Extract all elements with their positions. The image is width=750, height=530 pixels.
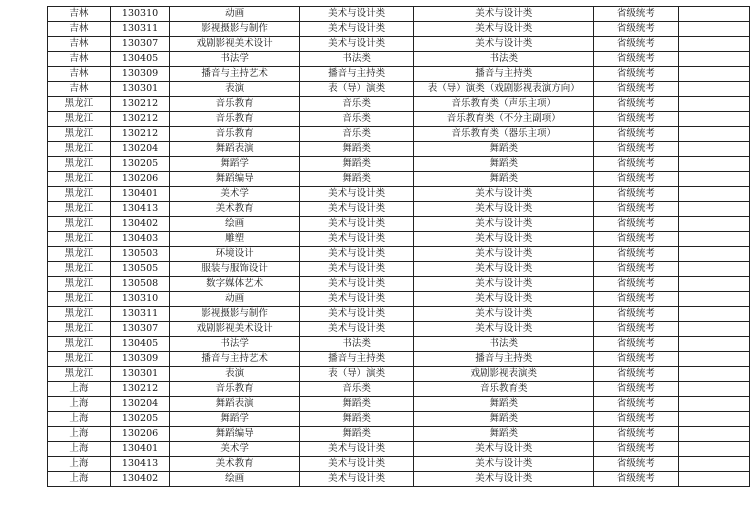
category-cell: 美术与设计类 xyxy=(299,22,413,37)
major-code-cell: 130311 xyxy=(110,22,170,37)
province-cell: 黑龙江 xyxy=(48,232,111,247)
category-cell: 美术与设计类 xyxy=(299,442,413,457)
category-cell: 表（导）演类 xyxy=(299,82,413,97)
category-cell: 舞蹈类 xyxy=(299,172,413,187)
major-code-cell: 130206 xyxy=(110,172,170,187)
category-cell: 播音与主持类 xyxy=(299,67,413,82)
subcategory-cell: 美术与设计类 xyxy=(414,292,594,307)
table-row xyxy=(48,397,750,412)
note-cell xyxy=(678,172,749,187)
subcategory-cell: 美术与设计类 xyxy=(414,322,594,337)
table-row xyxy=(48,292,750,307)
exam-type-cell: 省级统考 xyxy=(594,352,679,367)
major-code-cell: 130204 xyxy=(110,142,170,157)
table-row xyxy=(48,22,750,37)
province-cell: 黑龙江 xyxy=(48,202,111,217)
province-cell: 上海 xyxy=(48,427,111,442)
table-row xyxy=(48,472,750,487)
subcategory-cell: 书法类 xyxy=(414,337,594,352)
table-row xyxy=(48,67,750,82)
exam-type-cell: 省级统考 xyxy=(594,442,679,457)
province-cell: 吉林 xyxy=(48,22,111,37)
table-row xyxy=(48,382,750,397)
table-row xyxy=(48,7,750,22)
table-row xyxy=(48,172,750,187)
exam-type-cell: 省级统考 xyxy=(594,457,679,472)
category-cell: 美术与设计类 xyxy=(299,322,413,337)
subcategory-cell: 美术与设计类 xyxy=(414,262,594,277)
province-cell: 黑龙江 xyxy=(48,277,111,292)
table-row xyxy=(48,112,750,127)
major-code-cell: 130204 xyxy=(110,397,170,412)
note-cell xyxy=(678,427,749,442)
table-row xyxy=(48,202,750,217)
table-row xyxy=(48,352,750,367)
exam-type-cell: 省级统考 xyxy=(594,172,679,187)
table-row xyxy=(48,187,750,202)
major-code-cell: 130309 xyxy=(110,67,170,82)
table-row xyxy=(48,457,750,472)
category-cell: 音乐类 xyxy=(299,382,413,397)
province-cell: 吉林 xyxy=(48,67,111,82)
note-cell xyxy=(678,397,749,412)
subcategory-cell: 音乐教育类 xyxy=(414,382,594,397)
table-row xyxy=(48,82,750,97)
major-name-cell: 音乐教育 xyxy=(170,97,299,112)
exam-type-cell: 省级统考 xyxy=(594,472,679,487)
category-cell: 美术与设计类 xyxy=(299,187,413,202)
subcategory-cell: 播音与主持类 xyxy=(414,352,594,367)
exam-type-cell: 省级统考 xyxy=(594,157,679,172)
exam-type-cell: 省级统考 xyxy=(594,307,679,322)
subcategory-cell: 音乐教育类（器乐主项） xyxy=(414,127,594,142)
exam-type-cell: 省级统考 xyxy=(594,337,679,352)
table-row xyxy=(48,97,750,112)
province-cell: 黑龙江 xyxy=(48,307,111,322)
note-cell xyxy=(678,367,749,382)
major-name-cell: 美术学 xyxy=(170,442,299,457)
province-cell: 黑龙江 xyxy=(48,97,111,112)
major-name-cell: 戏剧影视美术设计 xyxy=(170,322,299,337)
major-name-cell: 服装与服饰设计 xyxy=(170,262,299,277)
subcategory-cell: 戏剧影视表演类 xyxy=(414,367,594,382)
table-row xyxy=(48,277,750,292)
table-row xyxy=(48,412,750,427)
note-cell xyxy=(678,187,749,202)
table-row xyxy=(48,157,750,172)
category-cell: 美术与设计类 xyxy=(299,262,413,277)
major-code-cell: 130401 xyxy=(110,442,170,457)
subcategory-cell: 美术与设计类 xyxy=(414,22,594,37)
note-cell xyxy=(678,142,749,157)
major-code-cell: 130401 xyxy=(110,187,170,202)
major-code-cell: 130212 xyxy=(110,112,170,127)
subcategory-cell: 书法类 xyxy=(414,52,594,67)
table-row xyxy=(48,232,750,247)
note-cell xyxy=(678,472,749,487)
subcategory-cell: 舞蹈类 xyxy=(414,397,594,412)
province-cell: 上海 xyxy=(48,382,111,397)
major-name-cell: 美术学 xyxy=(170,187,299,202)
subcategory-cell: 表（导）演类（戏剧影视表演方向） xyxy=(414,82,594,97)
major-code-cell: 130301 xyxy=(110,367,170,382)
note-cell xyxy=(678,322,749,337)
category-cell: 美术与设计类 xyxy=(299,7,413,22)
category-cell: 美术与设计类 xyxy=(299,292,413,307)
table-row xyxy=(48,367,750,382)
province-cell: 黑龙江 xyxy=(48,187,111,202)
note-cell xyxy=(678,277,749,292)
province-cell: 吉林 xyxy=(48,7,111,22)
table-row xyxy=(48,247,750,262)
exam-type-cell: 省级统考 xyxy=(594,397,679,412)
major-name-cell: 戏剧影视美术设计 xyxy=(170,37,299,52)
exam-type-cell: 省级统考 xyxy=(594,262,679,277)
note-cell xyxy=(678,22,749,37)
major-name-cell: 表演 xyxy=(170,367,299,382)
major-name-cell: 雕塑 xyxy=(170,232,299,247)
note-cell xyxy=(678,337,749,352)
note-cell xyxy=(678,307,749,322)
category-cell: 音乐类 xyxy=(299,112,413,127)
major-code-cell: 130301 xyxy=(110,82,170,97)
table-row xyxy=(48,37,750,52)
major-code-cell: 130310 xyxy=(110,292,170,307)
exam-type-cell: 省级统考 xyxy=(594,142,679,157)
exam-type-cell: 省级统考 xyxy=(594,37,679,52)
major-code-cell: 130212 xyxy=(110,97,170,112)
province-cell: 黑龙江 xyxy=(48,217,111,232)
note-cell xyxy=(678,202,749,217)
category-cell: 美术与设计类 xyxy=(299,247,413,262)
exam-type-cell: 省级统考 xyxy=(594,82,679,97)
table-row xyxy=(48,337,750,352)
category-cell: 美术与设计类 xyxy=(299,232,413,247)
table-row xyxy=(48,307,750,322)
category-cell: 播音与主持类 xyxy=(299,352,413,367)
exam-type-cell: 省级统考 xyxy=(594,247,679,262)
major-name-cell: 舞蹈编导 xyxy=(170,172,299,187)
category-cell: 美术与设计类 xyxy=(299,37,413,52)
major-code-cell: 130309 xyxy=(110,352,170,367)
exam-type-cell: 省级统考 xyxy=(594,202,679,217)
table-row xyxy=(48,142,750,157)
table-row xyxy=(48,322,750,337)
subcategory-cell: 美术与设计类 xyxy=(414,37,594,52)
note-cell xyxy=(678,7,749,22)
subcategory-cell: 舞蹈类 xyxy=(414,427,594,442)
major-code-cell: 130405 xyxy=(110,337,170,352)
subcategory-cell: 美术与设计类 xyxy=(414,232,594,247)
major-code-cell: 130508 xyxy=(110,277,170,292)
major-code-cell: 130413 xyxy=(110,457,170,472)
major-name-cell: 环境设计 xyxy=(170,247,299,262)
major-name-cell: 数字媒体艺术 xyxy=(170,277,299,292)
major-name-cell: 音乐教育 xyxy=(170,382,299,397)
note-cell xyxy=(678,457,749,472)
major-code-cell: 130212 xyxy=(110,127,170,142)
province-cell: 上海 xyxy=(48,397,111,412)
province-cell: 吉林 xyxy=(48,82,111,97)
note-cell xyxy=(678,67,749,82)
major-code-cell: 130205 xyxy=(110,412,170,427)
table-row xyxy=(48,217,750,232)
subcategory-cell: 美术与设计类 xyxy=(414,187,594,202)
note-cell xyxy=(678,292,749,307)
major-code-cell: 130310 xyxy=(110,7,170,22)
major-code-cell: 130503 xyxy=(110,247,170,262)
major-code-cell: 130402 xyxy=(110,217,170,232)
major-name-cell: 动画 xyxy=(170,292,299,307)
note-cell xyxy=(678,262,749,277)
major-code-cell: 130403 xyxy=(110,232,170,247)
category-cell: 音乐类 xyxy=(299,97,413,112)
table-row xyxy=(48,127,750,142)
table-row xyxy=(48,262,750,277)
exam-type-cell: 省级统考 xyxy=(594,127,679,142)
province-cell: 黑龙江 xyxy=(48,247,111,262)
exam-type-cell: 省级统考 xyxy=(594,67,679,82)
category-cell: 美术与设计类 xyxy=(299,457,413,472)
subcategory-cell: 美术与设计类 xyxy=(414,277,594,292)
major-name-cell: 书法学 xyxy=(170,52,299,67)
category-cell: 舞蹈类 xyxy=(299,142,413,157)
province-cell: 黑龙江 xyxy=(48,127,111,142)
major-code-cell: 130413 xyxy=(110,202,170,217)
note-cell xyxy=(678,97,749,112)
category-cell: 舞蹈类 xyxy=(299,412,413,427)
major-name-cell: 舞蹈表演 xyxy=(170,397,299,412)
subcategory-cell: 舞蹈类 xyxy=(414,172,594,187)
major-code-cell: 130307 xyxy=(110,37,170,52)
category-cell: 音乐类 xyxy=(299,127,413,142)
province-cell: 黑龙江 xyxy=(48,352,111,367)
major-name-cell: 表演 xyxy=(170,82,299,97)
exam-type-cell: 省级统考 xyxy=(594,112,679,127)
category-cell: 舞蹈类 xyxy=(299,157,413,172)
major-name-cell: 播音与主持艺术 xyxy=(170,352,299,367)
major-code-cell: 130307 xyxy=(110,322,170,337)
major-name-cell: 舞蹈学 xyxy=(170,157,299,172)
major-name-cell: 音乐教育 xyxy=(170,112,299,127)
subcategory-cell: 美术与设计类 xyxy=(414,247,594,262)
note-cell xyxy=(678,232,749,247)
note-cell xyxy=(678,82,749,97)
category-cell: 美术与设计类 xyxy=(299,307,413,322)
province-cell: 吉林 xyxy=(48,37,111,52)
category-cell: 美术与设计类 xyxy=(299,277,413,292)
province-cell: 黑龙江 xyxy=(48,112,111,127)
exam-type-cell: 省级统考 xyxy=(594,412,679,427)
category-cell: 美术与设计类 xyxy=(299,472,413,487)
exam-type-cell: 省级统考 xyxy=(594,367,679,382)
province-cell: 黑龙江 xyxy=(48,172,111,187)
major-name-cell: 绘画 xyxy=(170,217,299,232)
exam-type-cell: 省级统考 xyxy=(594,427,679,442)
major-name-cell: 舞蹈编导 xyxy=(170,427,299,442)
table-row xyxy=(48,52,750,67)
exam-type-cell: 省级统考 xyxy=(594,187,679,202)
province-cell: 上海 xyxy=(48,457,111,472)
exam-type-cell: 省级统考 xyxy=(594,97,679,112)
major-code-cell: 130505 xyxy=(110,262,170,277)
subcategory-cell: 美术与设计类 xyxy=(414,307,594,322)
exam-type-cell: 省级统考 xyxy=(594,382,679,397)
note-cell xyxy=(678,127,749,142)
major-code-cell: 130405 xyxy=(110,52,170,67)
category-cell: 书法类 xyxy=(299,52,413,67)
subcategory-cell: 美术与设计类 xyxy=(414,472,594,487)
exam-type-cell: 省级统考 xyxy=(594,22,679,37)
exam-type-cell: 省级统考 xyxy=(594,217,679,232)
subcategory-cell: 播音与主持类 xyxy=(414,67,594,82)
major-name-cell: 影视摄影与制作 xyxy=(170,307,299,322)
subcategory-cell: 舞蹈类 xyxy=(414,157,594,172)
major-code-cell: 130206 xyxy=(110,427,170,442)
exam-type-cell: 省级统考 xyxy=(594,52,679,67)
category-cell: 书法类 xyxy=(299,337,413,352)
category-cell: 美术与设计类 xyxy=(299,202,413,217)
note-cell xyxy=(678,217,749,232)
majors-table xyxy=(47,6,750,487)
province-cell: 上海 xyxy=(48,472,111,487)
province-cell: 黑龙江 xyxy=(48,322,111,337)
subcategory-cell: 音乐教育类（不分主副项） xyxy=(414,112,594,127)
table-row xyxy=(48,442,750,457)
province-cell: 吉林 xyxy=(48,52,111,67)
major-name-cell: 动画 xyxy=(170,7,299,22)
major-name-cell: 音乐教育 xyxy=(170,127,299,142)
province-cell: 黑龙江 xyxy=(48,262,111,277)
exam-type-cell: 省级统考 xyxy=(594,232,679,247)
subcategory-cell: 美术与设计类 xyxy=(414,7,594,22)
major-name-cell: 影视摄影与制作 xyxy=(170,22,299,37)
subcategory-cell: 音乐教育类（声乐主项） xyxy=(414,97,594,112)
note-cell xyxy=(678,37,749,52)
note-cell xyxy=(678,352,749,367)
major-name-cell: 舞蹈学 xyxy=(170,412,299,427)
note-cell xyxy=(678,382,749,397)
subcategory-cell: 美术与设计类 xyxy=(414,217,594,232)
subcategory-cell: 舞蹈类 xyxy=(414,142,594,157)
province-cell: 黑龙江 xyxy=(48,292,111,307)
note-cell xyxy=(678,247,749,262)
subcategory-cell: 美术与设计类 xyxy=(414,457,594,472)
province-cell: 上海 xyxy=(48,412,111,427)
category-cell: 表（导）演类 xyxy=(299,367,413,382)
major-name-cell: 舞蹈表演 xyxy=(170,142,299,157)
province-cell: 黑龙江 xyxy=(48,157,111,172)
major-code-cell: 130205 xyxy=(110,157,170,172)
province-cell: 黑龙江 xyxy=(48,337,111,352)
major-name-cell: 书法学 xyxy=(170,337,299,352)
province-cell: 黑龙江 xyxy=(48,142,111,157)
major-name-cell: 美术教育 xyxy=(170,457,299,472)
subcategory-cell: 美术与设计类 xyxy=(414,202,594,217)
note-cell xyxy=(678,112,749,127)
note-cell xyxy=(678,157,749,172)
table-row xyxy=(48,427,750,442)
note-cell xyxy=(678,412,749,427)
subcategory-cell: 美术与设计类 xyxy=(414,442,594,457)
exam-type-cell: 省级统考 xyxy=(594,277,679,292)
major-code-cell: 130311 xyxy=(110,307,170,322)
exam-type-cell: 省级统考 xyxy=(594,292,679,307)
exam-type-cell: 省级统考 xyxy=(594,322,679,337)
province-cell: 黑龙江 xyxy=(48,367,111,382)
note-cell xyxy=(678,52,749,67)
major-name-cell: 绘画 xyxy=(170,472,299,487)
major-name-cell: 播音与主持艺术 xyxy=(170,67,299,82)
major-name-cell: 美术教育 xyxy=(170,202,299,217)
table-body xyxy=(48,7,750,487)
category-cell: 舞蹈类 xyxy=(299,427,413,442)
exam-type-cell: 省级统考 xyxy=(594,7,679,22)
major-code-cell: 130212 xyxy=(110,382,170,397)
major-code-cell: 130402 xyxy=(110,472,170,487)
document-page xyxy=(47,6,750,487)
category-cell: 舞蹈类 xyxy=(299,397,413,412)
subcategory-cell: 舞蹈类 xyxy=(414,412,594,427)
category-cell: 美术与设计类 xyxy=(299,217,413,232)
note-cell xyxy=(678,442,749,457)
province-cell: 上海 xyxy=(48,442,111,457)
